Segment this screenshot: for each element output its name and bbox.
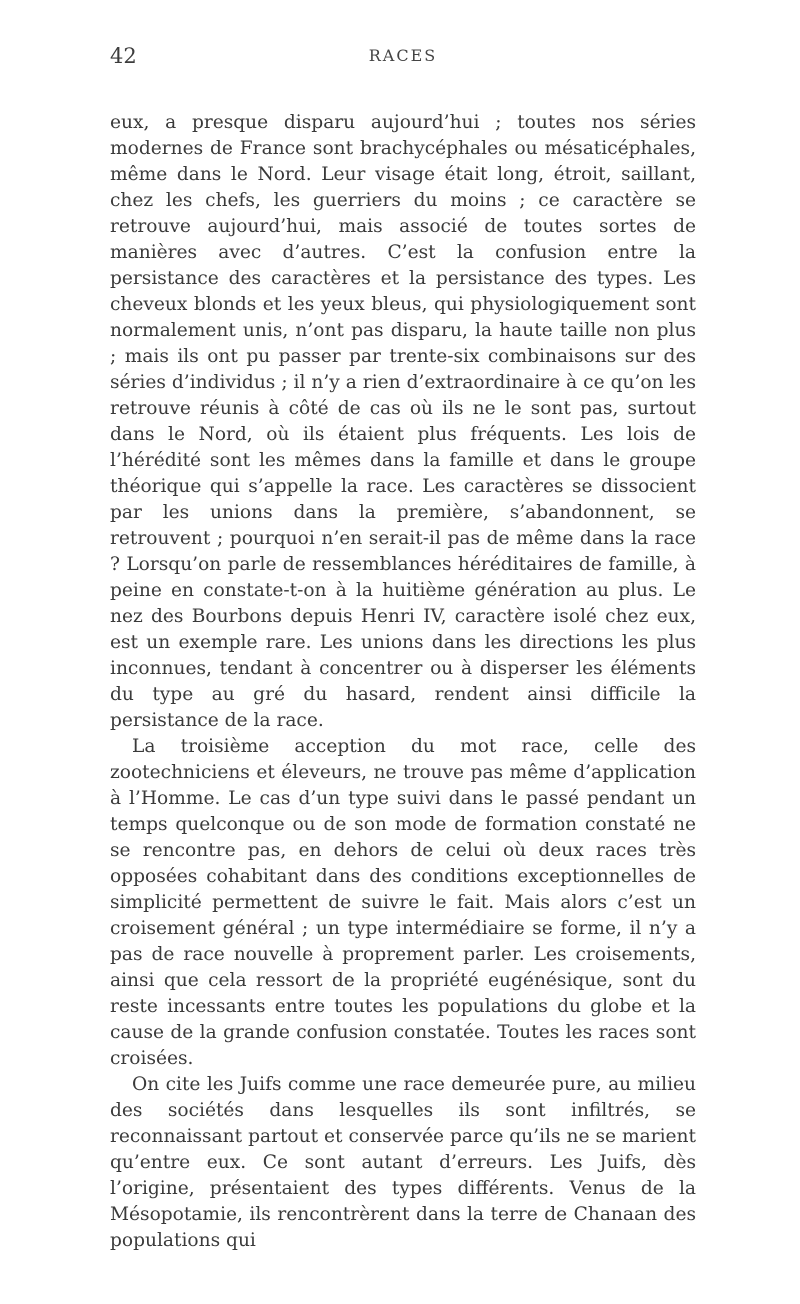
running-title: RACES <box>368 46 438 65</box>
page-number: 42 <box>110 44 137 68</box>
page-header <box>110 44 696 74</box>
body-text <box>110 110 696 1254</box>
paragraph-3: On cite les Juifs comme une race demeurée pure, au milieu des sociétés dans lesquelles ils sont infiltrés, se reconnaissant partout et conservée parce qu’ils ne se marient qu’entre eux. Ce sont autant d’erreurs. Les Juifs, dès l’origine, présentaient des types différents. Venus de la Mésopotamie, ils rencontrèrent dans la terre de Chanaan des populations qui <box>110 1074 696 1251</box>
paragraph-1: eux, a presque disparu aujourd’hui ; toutes nos séries modernes de France sont brachycéphales ou mésaticéphales, même dans le Nord. Leur visage était long, étroit, saillant, chez les chefs, les guerriers du moins ; ce caractère se retrouve aujourd’hui, mais associé de toutes sortes de manières avec d’autres. C’est la confusion entre la persistance des caractères et la persistance des types. Les cheveux blonds et les yeux bleus, qui physiologiquement sont normalement unis, n’ont pas disparu, la haute taille non plus ; mais ils ont pu passer par trente-six combinaisons sur des séries d’individus ; il n’y a rien d’extraordinaire à ce qu’on les retrouve réunis à côté de cas où ils ne le sont pas, surtout dans le Nord, où ils étaient plus fréquents. Les lois de l’hérédité sont les mêmes dans la famille et dans le groupe théorique qui s’appelle la race. Les caractères se dissocient par les unions dans la première, s’abandonnent, se retrouvent ; pourquoi n’en serait-il pas de même dans la race ? Lorsqu’on parle de ressemblances héréditaires de famille, à peine en constate-t-on à la huitième génération au plus. Le nez des Bourbons depuis Henri IV, caractère isolé chez eux, est un exemple rare. Les unions dans les directions les plus inconnues, tendant à concentrer ou à disperser les éléments du type au gré du hasard, rendent ainsi difficile la persistance de la race. <box>110 112 696 731</box>
paragraph-2: La troisième acception du mot race, celle des zootechniciens et éleveurs, ne trouve pas même d’application à l’Homme. Le cas d’un type suivi dans le passé pendant un temps quelconque ou de son mode de formation constaté ne se rencontre pas, en dehors de celui où deux races très opposées cohabitant dans des conditions exceptionnelles de simplicité permettent de suivre le fait. Mais alors c’est un croisement général ; un type intermédiaire se forme, il n’y a pas de race nouvelle à proprement parler. Les croisements, ainsi que cela ressort de la propriété eugénésique, sont du reste incessants entre toutes les populations du globe et la cause de la grande confusion constatée. Toutes les races sont croisées. <box>110 736 696 1069</box>
